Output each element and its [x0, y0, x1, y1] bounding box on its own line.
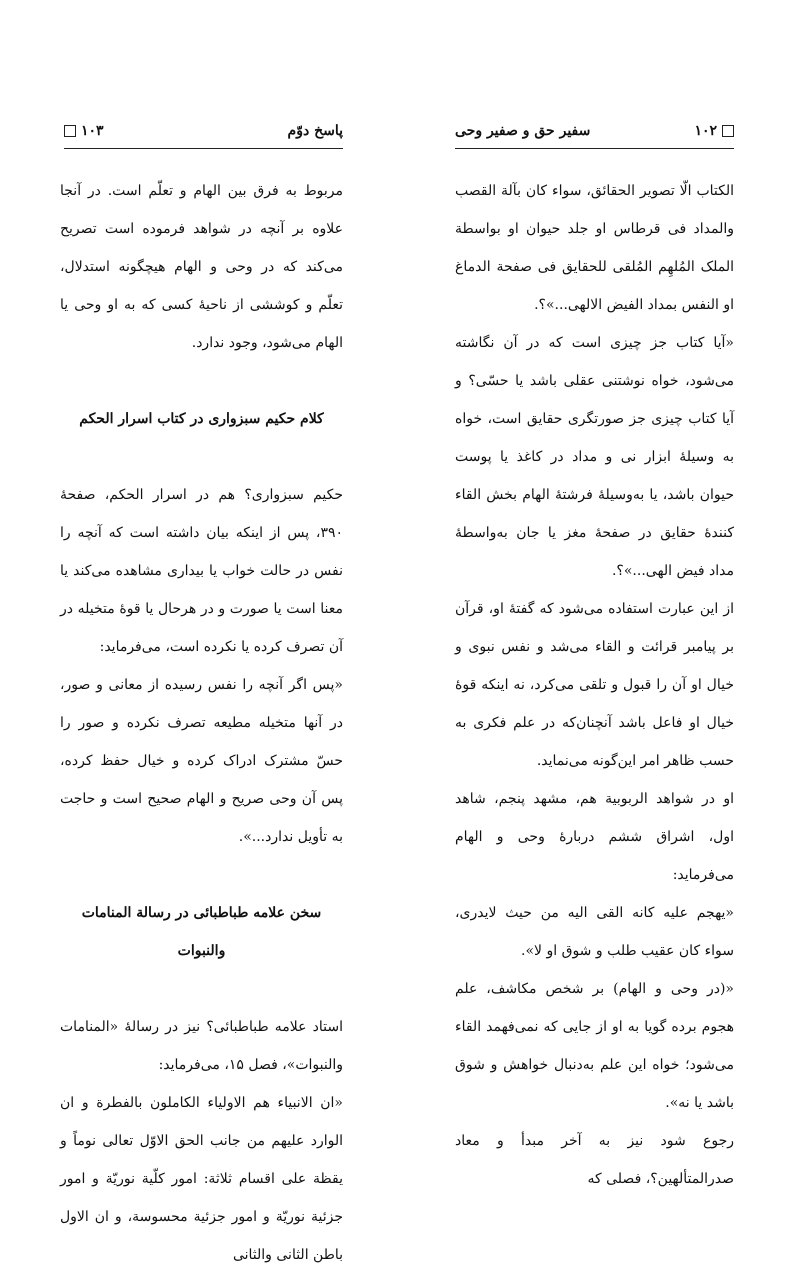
left-page-number [64, 123, 104, 139]
right-page-number [694, 123, 734, 139]
left-heading-1: کلام حکیم سبزواری در کتاب اسرار الحکم [79, 411, 324, 427]
left-page-header [64, 120, 343, 142]
right-paragraph-4: او در شواهد الربوبیة هم، مشهد پنجم، شاهد اول، اشراق ششم دربارهٔ وحی و الهام می‌فرماید: [455, 791, 734, 883]
left-paragraph-4: استاد علامه طباطبائی‌؟ نیز در رسالهٔ «المنامات والنبوات»، فصل ۱۵، می‌فرماید: [60, 1019, 343, 1073]
left-paragraph-1: مربوط به فرق بین الهام و تعلّم است. در آنجا علاوه بر آنچه در شواهد فرموده است تصریح می‌کند که در وحی و الهام هیچگونه استدلال، تعلّم و کوششی از ناحیهٔ کسی که به او وحی یا الهام می‌شود، وجود ندارد. [60, 183, 343, 351]
right-paragraph-5: «یهجم علیه کانه القی الیه من حیث لایدری، سواء کان عقیب طلب و شوق او لا». [455, 905, 734, 959]
right-paragraph-1: الکتاب الّا تصویر الحقائق، سواء کان بآلة القصب والمداد فی قرطاس او جلد حیوان او بواسطة الملک المُلهِم المُلقی للحقایق فی صفحة الدماغ او النفس بمداد الفیض الالهی...»؟. [455, 183, 734, 313]
right-header-rule [455, 148, 734, 149]
square-icon [722, 125, 734, 137]
right-page-body [455, 172, 734, 1198]
right-page [400, 0, 800, 1187]
left-page [0, 0, 400, 1263]
right-page-header [455, 120, 734, 142]
right-paragraph-7: رجوع شود نیز به آخر مبدأ و معاد صدرالمتألهین‌؟، فصلی که [455, 1133, 734, 1187]
left-paragraph-2: حکیم سبزواری‌؟ هم در اسرار الحکم، صفحهٔ ۳۹۰، پس از اینکه بیان داشته است که آنچه را نفس در حالت خواب یا بیداری مشاهده می‌کند یا معنا است یا صورت و در هرحال یا قوهٔ متخیله در آن تصرف کرده یا نکرده است، می‌فرماید: [60, 487, 343, 655]
left-header-rule [64, 148, 343, 149]
square-icon [64, 125, 76, 137]
left-page-number-text: ۱۰۳ [81, 123, 104, 139]
right-header-title: سفیر حق و صفیر وحی [455, 123, 591, 139]
left-heading-2: سخن علامه طباطبائی در رسالة المنامات والنبوات [81, 905, 322, 959]
right-paragraph-3: از این عبارت استفاده می‌شود که گفتهٔ او، قرآن بر پیامبر قرائت و القاء می‌شد و نفس نبوی و خیال او آن را قبول و تلقی می‌کرد، نه اینکه قوهٔ خیال او فاعل باشد آنچنان‌که در علم فکری به حسب ظاهر امر این‌گونه می‌نماید. [455, 601, 734, 769]
left-paragraph-5: «ان الانبیاء هم الاولیاء الکاملون بالفطرة و ان الوارد علیهم من جانب الحق الاوّل تعالی نوماً و یقظة علی اقسام ثلاثة: امور کلّیة نوریّة و امور جزئیة نوریّة و امور جزئیة محسوسة، و ان الاول باطن الثانی والثانی [60, 1095, 343, 1263]
right-paragraph-2: «آیا کتاب جز چیزی است که در آن نگاشته می‌شود، خواه نوشتنی عقلی باشد یا حسّی؟ و آیا کتاب چیزی جز صورتگری حقایق است، خواه به وسیلهٔ ابزار نی و مداد در کاغذ یا پوست حیوان باشد، یا به‌وسیلهٔ فرشتهٔ الهام بخش القاء کنندهٔ حقایق در صفحهٔ مغز یا جان به‌واسطهٔ مداد فیض الهی...»؟. [455, 335, 734, 579]
left-header-title: پاسخ دوّم [287, 123, 343, 139]
left-paragraph-3: «پس اگر آنچه را نفس رسیده از معانی و صور، در آنها متخیله مطیعه تصرف نکرده و صور را حسّ مشترک ادراک کرده و خیال حفظ کرده، پس آن وحی صریح و الهام صحیح است و حاجت به تأویل ندارد...». [60, 677, 343, 845]
left-page-body [60, 172, 343, 1274]
right-page-number-text: ۱۰۲ [694, 123, 717, 139]
right-paragraph-6: «(در وحی و الهام) بر شخص مکاشف، علم هجوم برده گویا به او از جایی که نمی‌فهمد القاء می‌شود؛ خواه این علم به‌دنبال خواهش و شوق باشد یا نه». [455, 981, 734, 1111]
